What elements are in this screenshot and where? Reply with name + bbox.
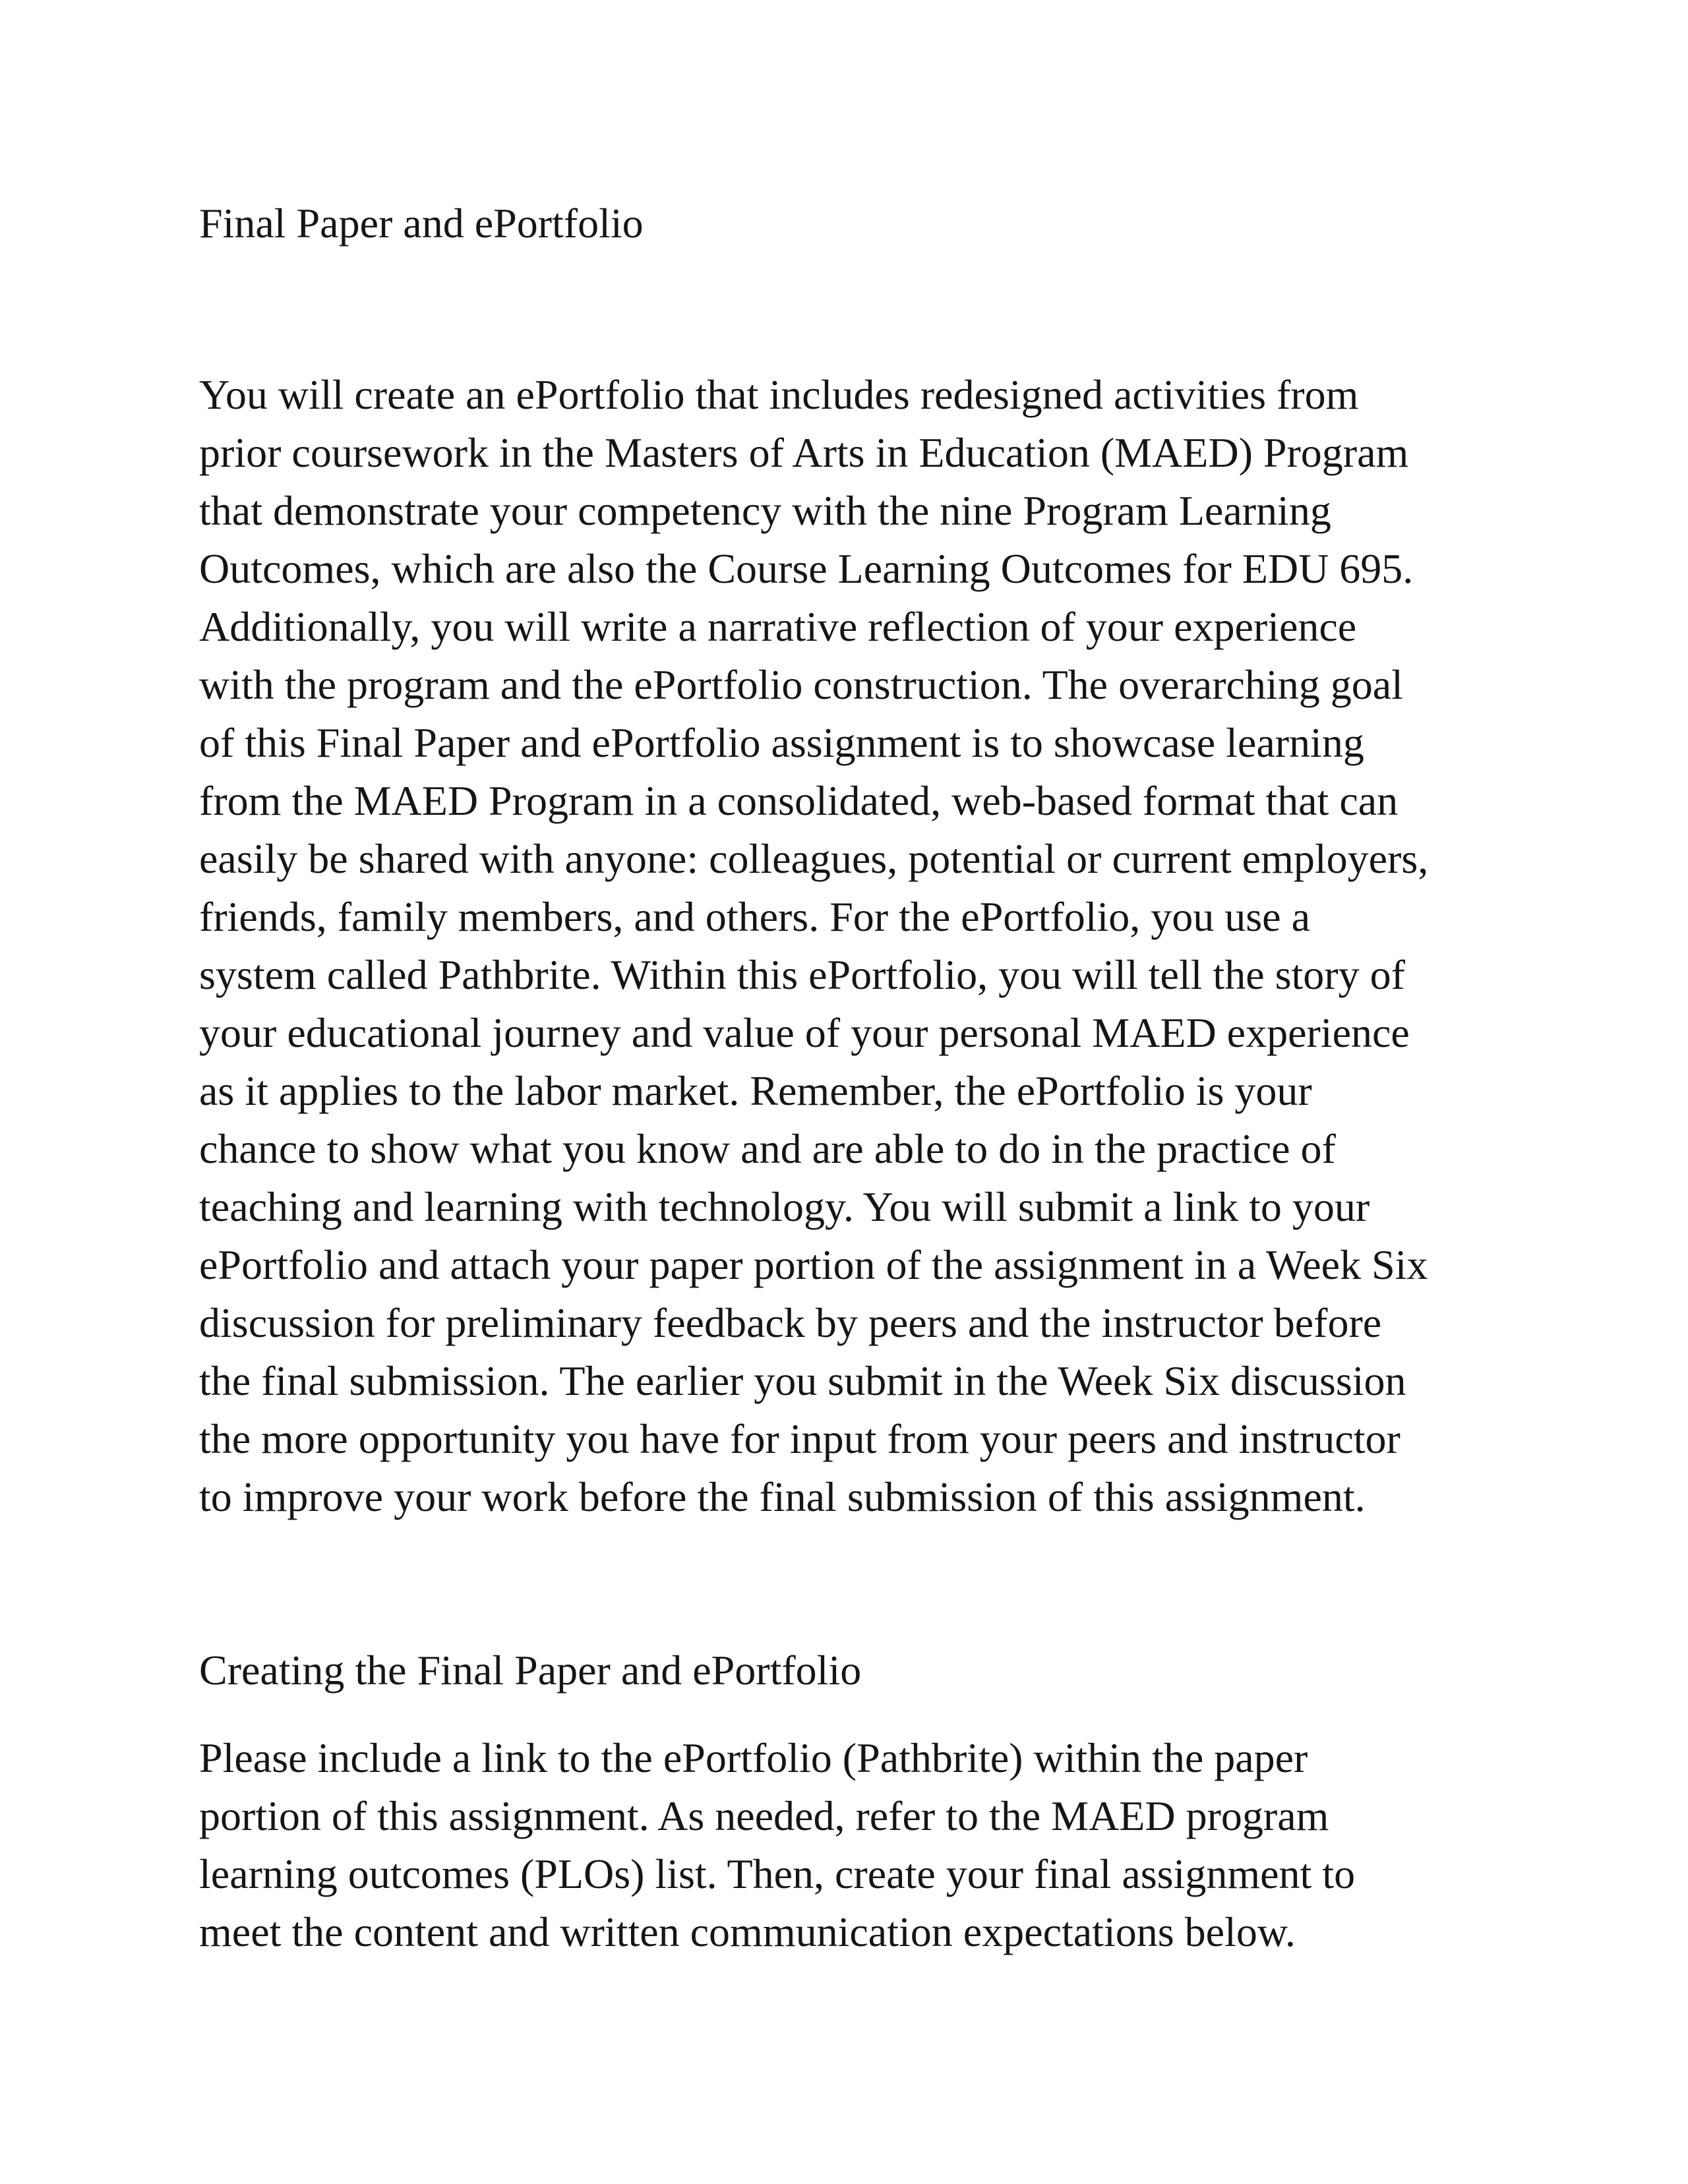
paragraph-line: to improve your work before the final submission of this assignment. [199,1473,1366,1520]
paragraph-line: of this Final Paper and ePortfolio assignment is to showcase learning [199,719,1364,766]
paragraph-line: ePortfolio and attach your paper portion of the assignment in a Week Six [199,1241,1428,1288]
paragraph-line: portion of this assignment. As needed, refer to the MAED program [199,1792,1329,1839]
paragraph-line: learning outcomes (PLOs) list. Then, create your final assignment to [199,1850,1356,1897]
paragraph-line: discussion for preliminary feedback by peers and the instructor before [199,1299,1382,1346]
section-heading: Creating the Final Paper and ePortfolio [199,1647,862,1694]
paragraph-line: that demonstrate your competency with the nine Program Learning [199,487,1331,534]
paragraph-line: as it applies to the labor market. Remember, the ePortfolio is your [199,1067,1312,1114]
document-title: Final Paper and ePortfolio [199,200,644,247]
paragraph-line: from the MAED Program in a consolidated, web-based format that can [199,777,1399,824]
paragraph-line: You will create an ePortfolio that includes redesigned activities from [199,371,1359,418]
paragraph-line: chance to show what you know and are able to do in the practice of [199,1125,1336,1172]
paragraph-line: Outcomes, which are also the Course Learning Outcomes for EDU 695. [199,545,1414,592]
paragraph-line: the final submission. The earlier you submit in the Week Six discussion [199,1357,1406,1404]
paragraph-line: Additionally, you will write a narrative reflection of your experience [199,603,1357,650]
paragraph-line: prior coursework in the Masters of Arts in Education (MAED) Program [199,429,1409,476]
paragraph-line: the more opportunity you have for input from your peers and instructor [199,1415,1401,1462]
paragraph-line: system called Pathbrite. Within this ePortfolio, you will tell the story of [199,951,1405,998]
paragraph-line: your educational journey and value of your personal MAED experience [199,1009,1410,1056]
paragraph-line: Please include a link to the ePortfolio (Pathbrite) within the paper [199,1734,1308,1781]
paragraph-line: teaching and learning with technology. You will submit a link to your [199,1183,1370,1230]
paragraph-line: easily be shared with anyone: colleagues, potential or current employers, [199,835,1429,882]
paragraph-line: meet the content and written communication expectations below. [199,1908,1296,1955]
paragraph-line: with the program and the ePortfolio construction. The overarching goal [199,661,1403,708]
paragraph-line: friends, family members, and others. For the ePortfolio, you use a [199,893,1310,940]
